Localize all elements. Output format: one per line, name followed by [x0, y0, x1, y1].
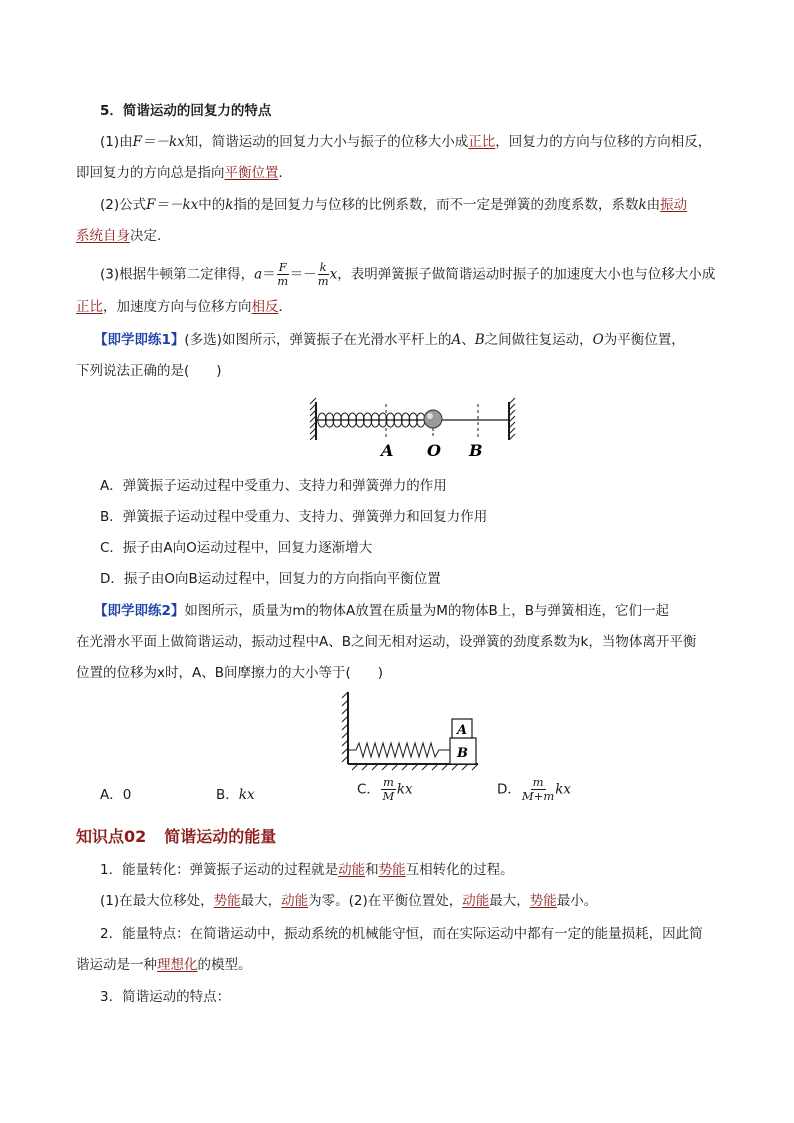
text: 指的是回复力与位移的比例系数，而不一定是弹簧的劲度系数，系数	[233, 197, 639, 213]
text: ．	[278, 165, 292, 181]
text: 知，简谐运动的回复力大小与振子的位移大小成	[184, 134, 469, 150]
text: ，回复力的方向与位移的方向相反，	[495, 134, 712, 150]
answer-fill: 理想化	[157, 957, 198, 973]
answer-fill: 势能	[378, 862, 406, 878]
answer-fill: 动能	[462, 893, 490, 909]
exercise-tag: 【即学即练1】	[94, 332, 185, 348]
option-B[interactable]	[216, 783, 255, 803]
answer-fill: 势能	[529, 893, 557, 909]
expression: kx	[238, 787, 255, 803]
text: 由	[646, 197, 661, 213]
label-B: B	[457, 746, 468, 761]
exercise-1-line-2: 下列说法正确的是( )	[76, 363, 222, 379]
option-A[interactable]: A．0	[100, 787, 132, 803]
wall	[342, 692, 348, 764]
numerator: F	[278, 260, 287, 274]
denominator: M+m	[521, 789, 555, 803]
paragraph-2-line-1	[100, 195, 687, 215]
text: 如图所示，质量为m的物体A放置在质量为M的物体B上，B与弹簧相连，它们一起	[184, 603, 669, 619]
variable: B	[474, 332, 485, 348]
paragraph-3-line-1	[100, 261, 715, 288]
text: 、	[461, 332, 475, 348]
option-A[interactable]: A．弹簧振子运动过程中受重力、支持力和弹簧弹力的作用	[100, 478, 447, 494]
label-O: O	[427, 441, 441, 460]
text: 中的	[198, 197, 226, 213]
text: (1)在最大位移处，	[100, 893, 214, 909]
text: ，表明弹簧振子做简谐运动时振子的加速度大小也与位移大小成	[337, 266, 716, 283]
energy-paragraph-3-line-1: 2．能量特点：在简谐运动中，振动系统的机械能守恒，而在实际运动中都有一定的能量损耗，因此简	[100, 926, 703, 942]
numerator: m	[532, 775, 544, 789]
paragraph-1-line-2	[76, 163, 292, 183]
text: 为平衡位置，	[603, 332, 685, 348]
text: 为零。(2)在平衡位置处，	[308, 893, 463, 909]
text: 和	[365, 862, 379, 878]
text: 最大，	[489, 893, 530, 909]
exercise-tag: 【即学即练2】	[94, 603, 185, 619]
denominator: M	[382, 789, 395, 803]
label-B: B	[469, 441, 483, 460]
paragraph-2-line-2	[76, 226, 171, 246]
text: 1．能量转化：弹簧振子运动的过程就是	[100, 862, 339, 878]
energy-paragraph-3-line-2	[76, 955, 252, 975]
option-label: C．	[357, 781, 380, 798]
answer-fill: 振动	[660, 197, 688, 213]
variable: x	[329, 266, 338, 283]
numerator: m	[382, 775, 394, 789]
answer-fill: 系统自身	[76, 228, 130, 244]
option-label: B．	[216, 787, 239, 803]
floor	[348, 764, 478, 770]
option-C[interactable]: C．振子由A向O运动过程中，回复力逐渐增大	[100, 540, 373, 556]
energy-paragraph-4: 3．简谐运动的特点：	[100, 989, 231, 1005]
option-D[interactable]	[497, 776, 571, 803]
stacked-blocks-figure	[338, 690, 484, 772]
formula: F＝－kx	[132, 134, 185, 150]
text: 谐运动是一种	[76, 957, 157, 973]
option-C[interactable]	[357, 776, 413, 803]
fraction-m-over-M	[381, 776, 396, 803]
section-title: 5．简谐运动的回复力的特点	[100, 103, 272, 119]
variable: k	[225, 197, 234, 213]
denominator: m	[277, 274, 289, 288]
text: ＝	[262, 266, 276, 283]
answer-fill: 势能	[213, 893, 241, 909]
paragraph-3-line-2	[76, 297, 292, 317]
answer-fill: 相反	[251, 299, 279, 315]
left-wall	[310, 398, 316, 440]
numerator: k	[319, 260, 327, 274]
answer-fill: 动能	[281, 893, 309, 909]
text: (3)根据牛顿第二定律得，	[100, 266, 255, 283]
formula: F＝－kx	[146, 197, 199, 213]
text: 的模型。	[197, 957, 252, 973]
paragraph-1-line-1	[100, 132, 711, 152]
energy-paragraph-1	[100, 860, 514, 880]
knowledge-point-heading	[76, 824, 276, 847]
option-B[interactable]: B．弹簧振子运动过程中受重力、支持力、弹簧弹力和回复力作用	[100, 509, 488, 525]
option-D[interactable]: D．振子由O向B运动过程中，回复力的方向指向平衡位置	[100, 571, 441, 587]
fraction-k-over-m	[318, 261, 329, 288]
heading-title: 简谐运动的能量	[164, 827, 277, 846]
text: (多选)如图所示，弹簧振子在光滑水平杆上的	[184, 332, 452, 348]
text: 最大，	[240, 893, 282, 909]
text: 决定．	[130, 228, 171, 244]
variable: A	[451, 332, 462, 348]
text: 之间做往复运动，	[484, 332, 593, 348]
variable: a	[254, 266, 263, 283]
text: ．	[278, 299, 292, 315]
answer-fill: 动能	[338, 862, 366, 878]
exercise-2-line-2: 在光滑水平面上做简谐运动，振动过程中A、B之间无相对运动，设弹簧的劲度系数为k，当物体离开平衡	[76, 634, 697, 650]
text: 互相转化的过程。	[405, 862, 514, 878]
fraction-m-over-M-plus-m	[522, 776, 554, 803]
text: 即回复力的方向总是指向	[76, 165, 225, 181]
spring-coil	[318, 413, 425, 427]
text: ，加速度方向与位移方向	[103, 299, 252, 315]
spring-oscillator-figure	[308, 394, 518, 460]
fraction-F-over-m	[277, 261, 289, 288]
spring-zigzag	[348, 743, 450, 757]
energy-paragraph-2	[100, 891, 597, 911]
exercise-2-line-3: 位置的位移为x时，A、B间摩擦力的大小等于( )	[76, 665, 384, 681]
text: (1)由	[100, 134, 133, 150]
label-A: A	[457, 723, 468, 738]
option-label: D．	[497, 781, 521, 798]
text: 最小。	[556, 893, 598, 909]
answer-fill: 平衡位置	[224, 165, 279, 181]
label-A: A	[381, 441, 394, 460]
exercise-2-line-1	[94, 601, 669, 621]
text: (2)公式	[100, 197, 147, 213]
oscillator-ball	[424, 410, 442, 428]
variable: O	[592, 332, 604, 348]
answer-fill: 正比	[76, 299, 103, 315]
denominator: m	[317, 274, 329, 288]
expression: kx	[396, 781, 413, 798]
right-wall	[509, 398, 515, 440]
heading-label: 知识点02	[76, 827, 147, 846]
text: ＝－	[289, 266, 317, 283]
answer-fill: 正比	[468, 134, 496, 150]
expression: kx	[555, 781, 572, 798]
exercise-1-line-1	[94, 330, 685, 350]
variable: k	[638, 197, 647, 213]
